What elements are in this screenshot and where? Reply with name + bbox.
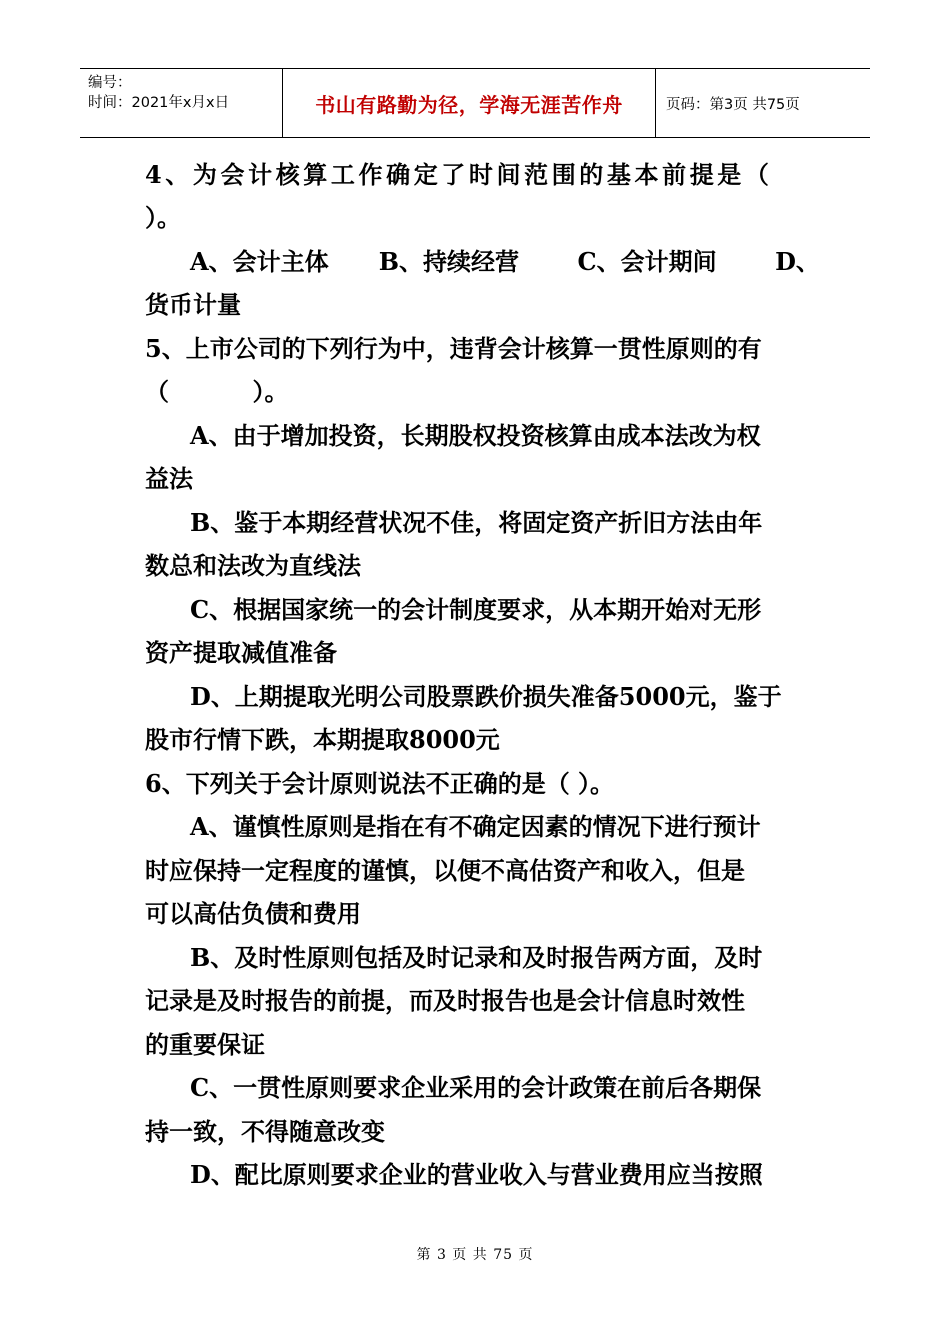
q6-option-c-line2: 持一致，不得随意改变 [145, 1117, 385, 1146]
q5-option-c-line1: C、根据国家统一的会计制度要求，从本期开始对无形 [190, 595, 762, 624]
q6-option-c-line1: C、一贯性原则要求企业采用的会计政策在前后各期保 [190, 1073, 762, 1102]
q5-stem-line1: 5、上市公司的下列行为中，违背会计核算一贯性原则的有 [145, 334, 762, 363]
q5-option-a-line2: 益法 [145, 464, 193, 493]
page-header [80, 68, 870, 138]
q5-option-b-line2: 数总和法改为直线法 [145, 551, 361, 580]
q6-stem: 6、下列关于会计原则说法不正确的是（ ）。 [145, 769, 615, 798]
q4-stem-line1: 4、为会计核算工作确定了时间范围的基本前提是（ [145, 160, 773, 189]
number-label: 编号： [88, 75, 132, 91]
time-label: 时间：2021年x月x日 [88, 95, 230, 111]
q5-option-d-line1: D、上期提取光明公司股票跌价损失准备5000元，鉴于 [190, 682, 782, 711]
q5-stem-line2: （ ）。 [145, 377, 289, 406]
q4-options-line1: A、会计主体 B、持续经营 C、会计期间 D、 [190, 247, 820, 276]
q5-option-b-line1: B、鉴于本期经营状况不佳，将固定资产折旧方法由年 [190, 508, 763, 537]
q5-option-d-line2: 股市行情下跌，本期提取8000元 [145, 725, 500, 754]
q4-stem-line2: ）。 [145, 203, 181, 232]
page-footer: 第 3 页 共 75 页 [416, 1247, 534, 1263]
header-motto: 书山有路勤为径，学海无涯苦作舟 [282, 69, 656, 137]
q5-option-a-line1: A、由于增加投资，长期股权投资核算由成本法改为权 [190, 421, 761, 450]
q6-option-a-line3: 可以高估负债和费用 [145, 899, 361, 928]
q6-option-a-line1: A、谨慎性原则是指在有不确定因素的情况下进行预计 [190, 812, 761, 841]
q6-option-b-line1: B、及时性原则包括及时记录和及时报告两方面，及时 [190, 943, 763, 972]
q6-option-b-line2: 记录是及时报告的前提，而及时报告也是会计信息时效性 [145, 986, 745, 1015]
header-meta [80, 69, 282, 137]
q4-options-line2: 货币计量 [145, 290, 241, 319]
q6-option-d-line1: D、配比原则要求企业的营业收入与营业费用应当按照 [190, 1160, 763, 1189]
q6-option-a-line2: 时应保持一定程度的谨慎，以便不高估资产和收入，但是 [145, 856, 745, 885]
q5-option-c-line2: 资产提取减值准备 [145, 638, 337, 667]
header-page-info: 页码：第3页 共75页 [666, 96, 800, 113]
q6-option-b-line3: 的重要保证 [145, 1030, 265, 1059]
